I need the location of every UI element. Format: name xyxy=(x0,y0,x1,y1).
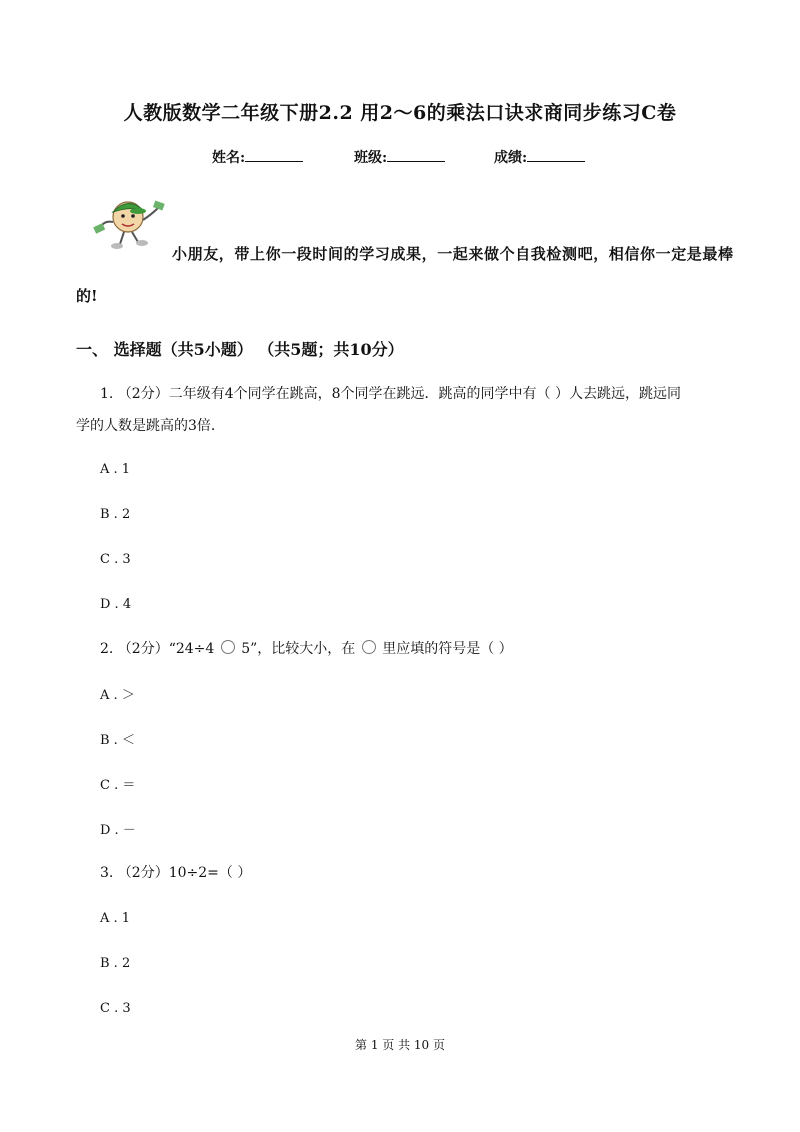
question-2-option-d: D . － xyxy=(100,823,136,838)
question-2-option-a: A . ＞ xyxy=(100,688,135,703)
document-title: 人教版数学二年级下册2.2 用2～6的乘法口诀求商同步练习C卷 xyxy=(123,102,677,124)
section-title: 一、 选择题（共5小题） （共5题；共10分） xyxy=(76,340,404,359)
question-2-part3: 里应填的符号是（ ） xyxy=(382,641,513,657)
question-1-line2: 学的人数是跳高的3倍. xyxy=(76,418,216,434)
name-blank xyxy=(245,149,303,162)
class-field xyxy=(354,147,445,167)
question-1-option-c: C . 3 xyxy=(100,552,131,567)
question-2-stem xyxy=(100,638,513,658)
blank-circle-icon xyxy=(362,640,376,654)
question-2-part1: 2. （2分）“24÷4 xyxy=(100,641,215,657)
score-blank xyxy=(527,149,585,162)
question-1-option-d: D . 4 xyxy=(100,597,132,612)
question-3-option-a: A . 1 xyxy=(100,911,131,926)
question-3-option-b: B . 2 xyxy=(100,956,131,971)
blank-circle-icon xyxy=(221,640,235,654)
score-field xyxy=(494,147,585,167)
question-1-line1: 1. （2分）二年级有4个同学在跳高，8个同学在跳远．跳高的同学中有（ ）人去跳远，跳远同 xyxy=(100,386,681,402)
question-2-option-b: B . ＜ xyxy=(100,733,135,748)
class-label: 班级: xyxy=(354,150,388,166)
intro-text-line1: 小朋友，带上你一段时间的学习成果，一起来做个自我检测吧，相信你一定是最棒 xyxy=(172,245,734,263)
question-1-option-b: B . 2 xyxy=(100,507,131,522)
question-1-option-a: A . 1 xyxy=(100,462,131,477)
question-2-option-c: C . ＝ xyxy=(100,778,136,793)
name-field xyxy=(212,147,303,167)
page-footer: 第 1 页 共 10 页 xyxy=(355,1038,445,1052)
intro-text-line2: 的! xyxy=(76,287,98,305)
question-3-stem: 3. （2分）10÷2=（ ） xyxy=(100,865,252,881)
cartoon-boy-icon xyxy=(92,192,172,252)
score-label: 成绩: xyxy=(494,150,528,166)
class-blank xyxy=(387,149,445,162)
question-2-part2: 5”，比较大小，在 xyxy=(241,641,356,657)
question-3-option-c: C . 3 xyxy=(100,1001,131,1016)
name-label: 姓名: xyxy=(212,150,246,166)
